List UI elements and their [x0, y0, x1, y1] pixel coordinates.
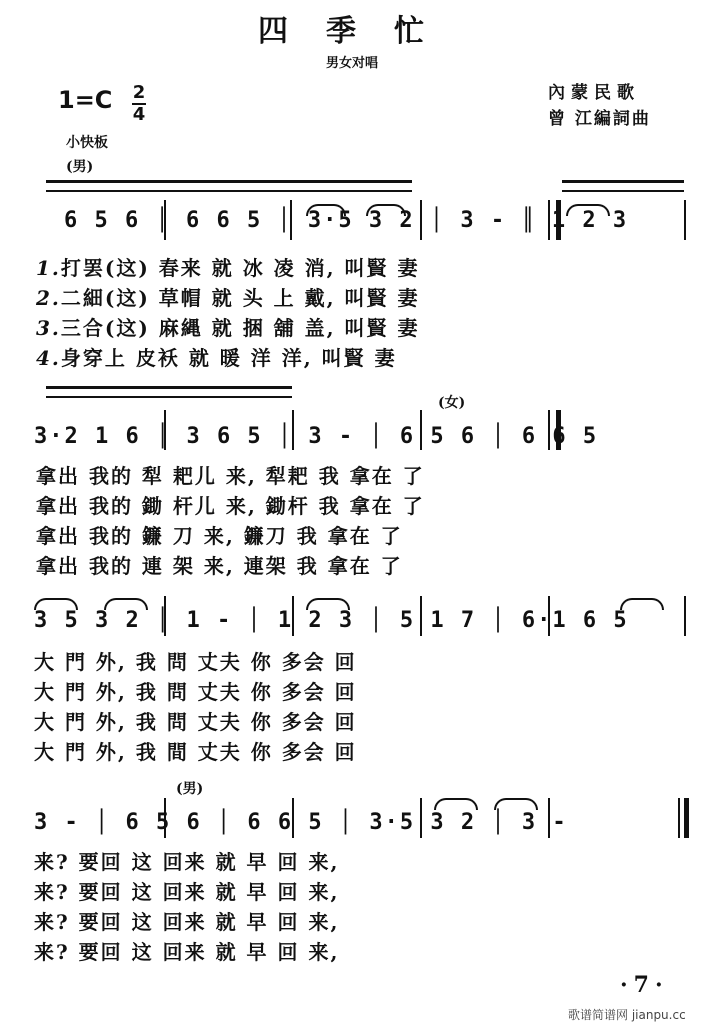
- voice-label-female: (女): [438, 395, 466, 411]
- lyric-line: 大 門 外, 我 問 丈夫 你 多会 回: [34, 650, 357, 674]
- lyric-line: 来? 要回 这 回来 就 早 回 来,: [34, 850, 340, 874]
- barline: [678, 798, 680, 838]
- verse-number: 3.: [36, 316, 61, 340]
- double-barline: [684, 798, 689, 838]
- verse-number: 4.: [36, 346, 61, 370]
- voice-label-male-2: (男): [176, 781, 204, 797]
- lyric-line: 大 門 外, 我 問 丈夫 你 多会 回: [34, 710, 357, 734]
- lyric-line: 拿出 我的 鐮 刀 来, 鐮刀 我 拿在 了: [36, 524, 403, 548]
- phrase-line: [562, 190, 684, 192]
- lyric-line: 来? 要回 这 回来 就 早 回 来,: [34, 940, 340, 964]
- phrase-line: [46, 386, 292, 389]
- tie-arc: [494, 798, 538, 810]
- time-sig-bottom: 4: [132, 104, 146, 125]
- time-sig-top: 2: [132, 82, 146, 103]
- lyric-line: [36, 282, 420, 311]
- phrase-line: [562, 180, 684, 183]
- lyric-text: 三合(这) 麻縄 就 捆 舖 盖, 叫賢 妻: [60, 316, 420, 340]
- lyric-line: 来? 要回 这 回来 就 早 回 来,: [34, 910, 340, 934]
- notation-line: 3·2 1 6 │ 3 6 5 │ 3 - │ 6 5 6 │ 6 6 5: [34, 424, 599, 449]
- verse-number: 2.: [36, 286, 61, 310]
- lyric-line: 拿出 我的 犁 耙儿 来, 犁耙 我 拿在 了: [36, 464, 425, 488]
- verse-number: 1.: [36, 256, 61, 280]
- lyric-line: 来? 要回 这 回来 就 早 回 来,: [34, 880, 340, 904]
- tie-arc: [434, 798, 478, 810]
- phrase-line: [46, 180, 412, 183]
- lyric-line: 拿出 我的 鋤 杆儿 来, 鋤杆 我 拿在 了: [36, 494, 425, 518]
- notation-line: 3 5 3 2 │ 1 - │ 1 2 3 │ 5 1 7 │ 6·1 6 5: [34, 608, 629, 633]
- time-signature: [130, 84, 148, 124]
- subtitle: 男女对唱: [326, 56, 379, 71]
- lyric-text: 身穿上 皮袄 就 暖 洋 洋, 叫賢 妻: [60, 346, 397, 370]
- lyric-text: 打罢(这) 春来 就 冰 凌 消, 叫賢 妻: [60, 256, 420, 280]
- page-title: 四季忙: [258, 14, 462, 49]
- lyric-line: [36, 252, 420, 281]
- key-signature: 1=C: [58, 86, 113, 114]
- voice-label-male: (男): [66, 159, 94, 175]
- credit-author: 曾 江編詞曲: [548, 109, 651, 129]
- lyric-line: 大 門 外, 我 間 丈夫 你 多会 回: [34, 740, 357, 764]
- watermark: 歌谱简谱网 jianpu.cc: [568, 1008, 686, 1022]
- barline: [684, 200, 686, 240]
- lyric-text: 二細(这) 草帽 就 头 上 戴, 叫賢 妻: [60, 286, 420, 310]
- phrase-line: [46, 190, 412, 192]
- lyric-line: [36, 342, 397, 371]
- phrase-line: [46, 396, 292, 398]
- lyric-line: 拿出 我的 連 架 来, 連架 我 拿在 了: [36, 554, 403, 578]
- barline: [684, 596, 686, 636]
- page-number: ·7·: [620, 972, 669, 998]
- tempo-marking: 小快板: [66, 135, 108, 151]
- notation-line: 3 - │ 6 5 6 │ 6 6 5 │ 3·5 3 2 │ 3 -: [34, 810, 568, 835]
- lyric-line: 大 門 外, 我 問 丈夫 你 多会 回: [34, 680, 357, 704]
- lyric-line: [36, 312, 420, 341]
- credit-origin: 內蒙民歌: [548, 83, 640, 103]
- notation-line: 6 5 6 │ 6 6 5 │ 3·5 3 2 │ 3 - ║ 1 2 3: [64, 208, 629, 233]
